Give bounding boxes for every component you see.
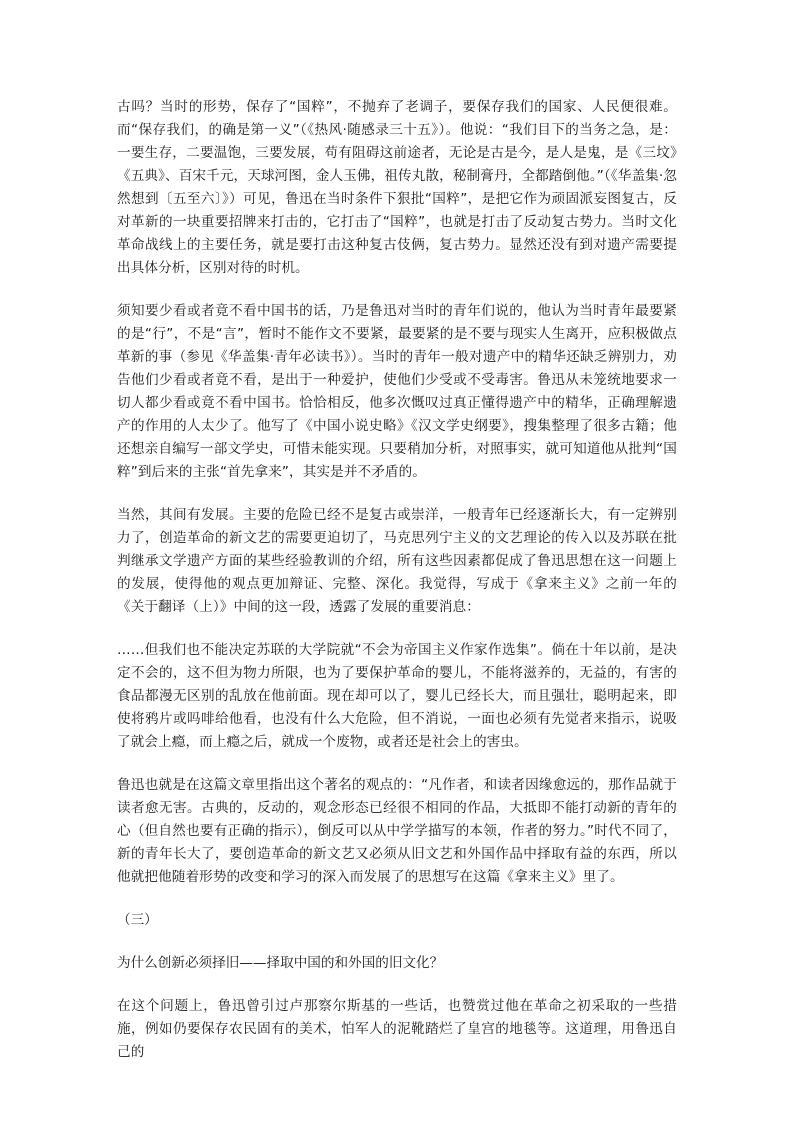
paragraph-reading-advice: 须知要少看或者竟不看中国书的话，乃是鲁迅对当时的青年们说的，他认为当时青年最要紧的是“行”，不是“言”，暂时不能作文不要紧，最要紧的是不要与现实人生离开，应积极做点革新的事（参见《华盖集·青年必读书》）。当时的青年一般对遗产中的精华还缺乏辨别力，劝告他们少看或者竟不看，是出于一种爱护，使他们少受或不受毒害。鲁迅从未笼统地要求一切人都少看或竟不看中国书。恰恰相反，他多次慨叹过真正懂得遗产中的精华，正确理解遗产的作用的人太少了。他写了《中国小说史略》《汉文学史纲要》，搜集整理了很多古籍；他还想亲自编写一部文学史，可惜未能实现。只要稍加分析，对照事实，就可知道他从批判“国粹”到后来的主张“首先拿来”，其实是并不矛盾的。 bbox=[117, 303, 677, 480]
paragraph-development: 当然，其间有发展。主要的危险已经不是复古或崇洋，一般青年已经逐渐长大，有一定辨别力了，创造革命的新文艺的需要更迫切了，马克思列宁主义的文艺理论的传入以及苏联在批判继承文学遗产方面的某些经验教训的介绍，所有这些因素都促成了鲁迅思想在这一问题上的发展，使得他的观点更加辩证、完整、深化。我觉得，写成于《拿来主义》之前一年的《关于翻译（上）》中间的这一段，透露了发展的重要消息： bbox=[117, 507, 677, 615]
paragraph-national-essence: 古吗？当时的形势，保存了“国粹”，不抛弃了老调子，要保存我们的国家、人民便很难。而“保存我们，的确是第一义”（《热风·随感录三十五》）。他说：“我们目下的当务之急，是：一要生存，二要温饱，三要发展，苟有阻碍这前途者，无论是古是今，是人是鬼，是《三坟》《五典》、百宋千元，天球河图，金人玉佛，祖传丸散，秘制膏丹，全都踏倒他。”（《华盖集·忽然想到〔五至六〕》）可见，鲁迅在当时条件下狠批“国粹”，是把它作为顽固派妄图复古，反对革新的一块重要招牌来打击的，它打击了“国粹”，也就是打击了反动复古势力。当时文化革命战线上的主要任务，就是要打击这种复古伎俩，复古势力。显然还没有到对遗产需要提出具体分析，区别对待的时机。 bbox=[117, 99, 677, 276]
document-page bbox=[117, 96, 677, 1084]
block-quote-translation: ……但我们也不能决定苏联的大学院就“不会为帝国主义作家作选集”。倘在十年以前，是决定不会的，这不但为物力所限，也为了要保护革命的婴儿，不能将滋养的，无益的，有害的食品都漫无区别的乱放在他前面。现在却可以了，婴儿已经长大，而且强壮，聪明起来，即使将鸦片或吗啡给他看，也没有什么大危险，但不消说，一面也必须有先觉者来指示，说吸了就会上瘾，而上瘾之后，就成一个废物，或者还是社会上的害虫。 bbox=[117, 642, 677, 750]
paragraph-closing: 在这个问题上，鲁迅曾引过卢那察尔斯基的一些话，也赞赏过他在革命之初采取的一些措施，例如仍要保存农民固有的美术，怕军人的泥靴踏烂了皇宫的地毯等。这道理，用鲁迅自己的 bbox=[117, 998, 677, 1060]
section-number: （三） bbox=[117, 912, 158, 928]
section-question: 为什么创新必须择旧——择取中国的和外国的旧文化？ bbox=[117, 955, 444, 971]
paragraph-famous-viewpoint: 鲁迅也就是在这篇文章里指出这个著名的观点的：“凡作者，和读者因缘愈远的，那作品就于读者愈无害。古典的，反动的，观念形态已经很不相同的作品，大抵即不能打动新的青年的心（但自然也要有正确的指示），倒反可以从中学学描写的本领，作者的努力。”时代不同了，新的青年长大了，要创造革命的新文艺又必须从旧文艺和外国作品中择取有益的东西，所以他就把他随着形势的改变和学习的深入而发展了的思想写在这篇《拿来主义》里了。 bbox=[117, 777, 677, 885]
